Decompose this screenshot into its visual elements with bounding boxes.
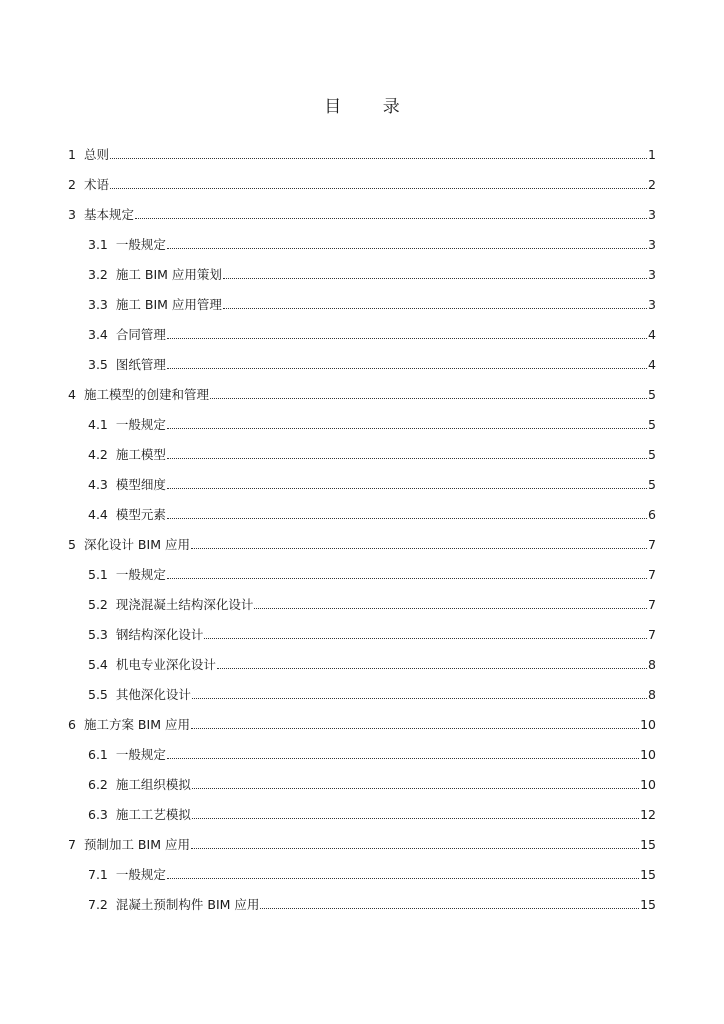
toc-entry[interactable]	[88, 618, 656, 642]
toc-entry-page-number: 3	[648, 237, 656, 252]
toc-entry[interactable]	[68, 168, 656, 192]
toc-entry-label: 图纸管理	[115, 357, 166, 372]
toc-entry-label: 现浇混凝土结构深化设计	[115, 597, 254, 612]
toc-entry-page-number: 7	[648, 597, 656, 612]
toc-entry-label: 施工 BIM 应用管理	[115, 297, 222, 312]
toc-entry[interactable]	[88, 678, 656, 702]
toc-entry-number: 7	[68, 837, 76, 852]
toc-entry-page-number: 7	[648, 537, 656, 552]
toc-entry-page-number: 7	[648, 627, 656, 642]
toc-entry-label: 混凝土预制构件 BIM 应用	[115, 897, 260, 912]
toc-entry-label: 一般规定	[115, 417, 166, 432]
toc-dot-leader	[217, 667, 647, 669]
toc-entry[interactable]	[88, 408, 656, 432]
toc-entry[interactable]	[88, 348, 656, 372]
toc-entry-label: 施工组织模拟	[115, 777, 191, 792]
toc-entry[interactable]	[88, 228, 656, 252]
toc-entry-number: 3	[68, 207, 76, 222]
toc-entry-number: 6.1	[88, 747, 108, 762]
toc-entry-number: 7.2	[88, 897, 108, 912]
toc-dot-leader	[167, 337, 647, 339]
toc-entry-page-number: 7	[648, 567, 656, 582]
toc-entry-label: 合同管理	[115, 327, 166, 342]
toc-entry[interactable]	[68, 378, 656, 402]
toc-dot-leader	[135, 217, 647, 219]
toc-entry-page-number: 10	[640, 747, 656, 762]
toc-entry-number: 5.2	[88, 597, 108, 612]
toc-entry-label: 模型细度	[115, 477, 166, 492]
toc-entry-page-number: 2	[648, 177, 656, 192]
toc-entry-label: 基本规定	[83, 207, 134, 222]
toc-dot-leader	[254, 607, 647, 609]
toc-dot-leader	[192, 817, 639, 819]
toc-entry-number: 4.4	[88, 507, 108, 522]
toc-entry-label: 其他深化设计	[115, 687, 191, 702]
toc-entry-page-number: 15	[640, 837, 656, 852]
toc-entry[interactable]	[88, 888, 656, 912]
toc-entry-page-number: 5	[648, 387, 656, 402]
toc-entry-page-number: 15	[640, 867, 656, 882]
toc-entry-label: 深化设计 BIM 应用	[83, 537, 190, 552]
toc-entry[interactable]	[88, 798, 656, 822]
toc-entry[interactable]	[88, 768, 656, 792]
toc-dot-leader	[167, 367, 647, 369]
toc-entry-number: 3.5	[88, 357, 108, 372]
toc-entry-number: 6.2	[88, 777, 108, 792]
toc-dot-leader	[223, 277, 647, 279]
toc-dot-leader	[191, 727, 639, 729]
toc-entry-number: 2	[68, 177, 76, 192]
toc-entry-page-number: 1	[648, 147, 656, 162]
toc-entry-page-number: 5	[648, 477, 656, 492]
toc-entry-page-number: 3	[648, 267, 656, 282]
toc-entry-number: 6	[68, 717, 76, 732]
toc-entry-label: 总则	[83, 147, 109, 162]
toc-entry-number: 5	[68, 537, 76, 552]
toc-dot-leader	[167, 457, 647, 459]
toc-entry[interactable]	[88, 648, 656, 672]
toc-entry[interactable]	[88, 498, 656, 522]
toc-entry-page-number: 8	[648, 657, 656, 672]
toc-entry-number: 3.3	[88, 297, 108, 312]
toc-dot-leader	[167, 487, 647, 489]
toc-title: 目 录	[324, 97, 418, 117]
toc-entry[interactable]	[88, 468, 656, 492]
toc-entry-page-number: 5	[648, 417, 656, 432]
toc-dot-leader	[191, 547, 647, 549]
toc-entry-number: 5.1	[88, 567, 108, 582]
toc-entry-label: 施工工艺模拟	[115, 807, 191, 822]
toc-entry-label: 一般规定	[115, 867, 166, 882]
toc-entry-page-number: 10	[640, 717, 656, 732]
toc-entry[interactable]	[68, 828, 656, 852]
toc-entry-number: 7.1	[88, 867, 108, 882]
toc-entry[interactable]	[68, 198, 656, 222]
toc-entry-page-number: 8	[648, 687, 656, 702]
toc-dot-leader	[204, 637, 647, 639]
toc-dot-leader	[167, 517, 647, 519]
toc-entry-page-number: 15	[640, 897, 656, 912]
toc-entry-label: 施工模型的创建和管理	[83, 387, 209, 402]
toc-entry-page-number: 3	[648, 297, 656, 312]
toc-dot-leader	[167, 577, 647, 579]
toc-dot-leader	[192, 697, 647, 699]
toc-entry-number: 1	[68, 147, 76, 162]
toc-entry-label: 一般规定	[115, 237, 166, 252]
toc-dot-leader	[260, 907, 639, 909]
toc-entry-number: 5.5	[88, 687, 108, 702]
toc-dot-leader	[110, 157, 647, 159]
toc-entry-number: 6.3	[88, 807, 108, 822]
toc-entry-page-number: 4	[648, 357, 656, 372]
toc-dot-leader	[167, 247, 647, 249]
toc-entry[interactable]	[88, 318, 656, 342]
toc-entry-number: 5.3	[88, 627, 108, 642]
toc-entry[interactable]	[88, 558, 656, 582]
toc-dot-leader	[191, 847, 639, 849]
toc-entry[interactable]	[68, 528, 656, 552]
toc-entry-label: 施工 BIM 应用策划	[115, 267, 222, 282]
toc-entry-number: 3.1	[88, 237, 108, 252]
toc-entry-number: 3.4	[88, 327, 108, 342]
toc-entry-label: 预制加工 BIM 应用	[83, 837, 190, 852]
toc-entry-page-number: 3	[648, 207, 656, 222]
toc-entry[interactable]	[88, 258, 656, 282]
toc-entry[interactable]	[88, 588, 656, 612]
toc-dot-leader	[192, 787, 639, 789]
toc-entry-page-number: 12	[640, 807, 656, 822]
toc-entry-label: 机电专业深化设计	[115, 657, 216, 672]
toc-entry[interactable]	[68, 138, 656, 162]
toc-entry-label: 施工方案 BIM 应用	[83, 717, 190, 732]
toc-dot-leader	[167, 427, 647, 429]
toc-entry-page-number: 10	[640, 777, 656, 792]
toc-entry[interactable]	[88, 738, 656, 762]
toc-entry-number: 3.2	[88, 267, 108, 282]
toc-entry-label: 一般规定	[115, 747, 166, 762]
toc-entry-label: 术语	[83, 177, 109, 192]
toc-entry[interactable]	[88, 288, 656, 312]
toc-entry-number: 4	[68, 387, 76, 402]
toc-dot-leader	[210, 397, 647, 399]
toc-entry-label: 模型元素	[115, 507, 166, 522]
toc-dot-leader	[223, 307, 647, 309]
toc-entry-label: 施工模型	[115, 447, 166, 462]
toc-entry[interactable]	[88, 858, 656, 882]
toc-entry-number: 4.3	[88, 477, 108, 492]
toc-entry-number: 4.1	[88, 417, 108, 432]
toc-dot-leader	[167, 877, 639, 879]
toc-entry[interactable]	[68, 708, 656, 732]
toc-entry-number: 5.4	[88, 657, 108, 672]
toc-dot-leader	[110, 187, 647, 189]
toc-entry-number: 4.2	[88, 447, 108, 462]
toc-entry-label: 钢结构深化设计	[115, 627, 204, 642]
toc-entry-page-number: 6	[648, 507, 656, 522]
toc-entry-label: 一般规定	[115, 567, 166, 582]
toc-entry[interactable]	[88, 438, 656, 462]
toc-entry-page-number: 5	[648, 447, 656, 462]
toc-dot-leader	[167, 757, 639, 759]
toc-entry-page-number: 4	[648, 327, 656, 342]
